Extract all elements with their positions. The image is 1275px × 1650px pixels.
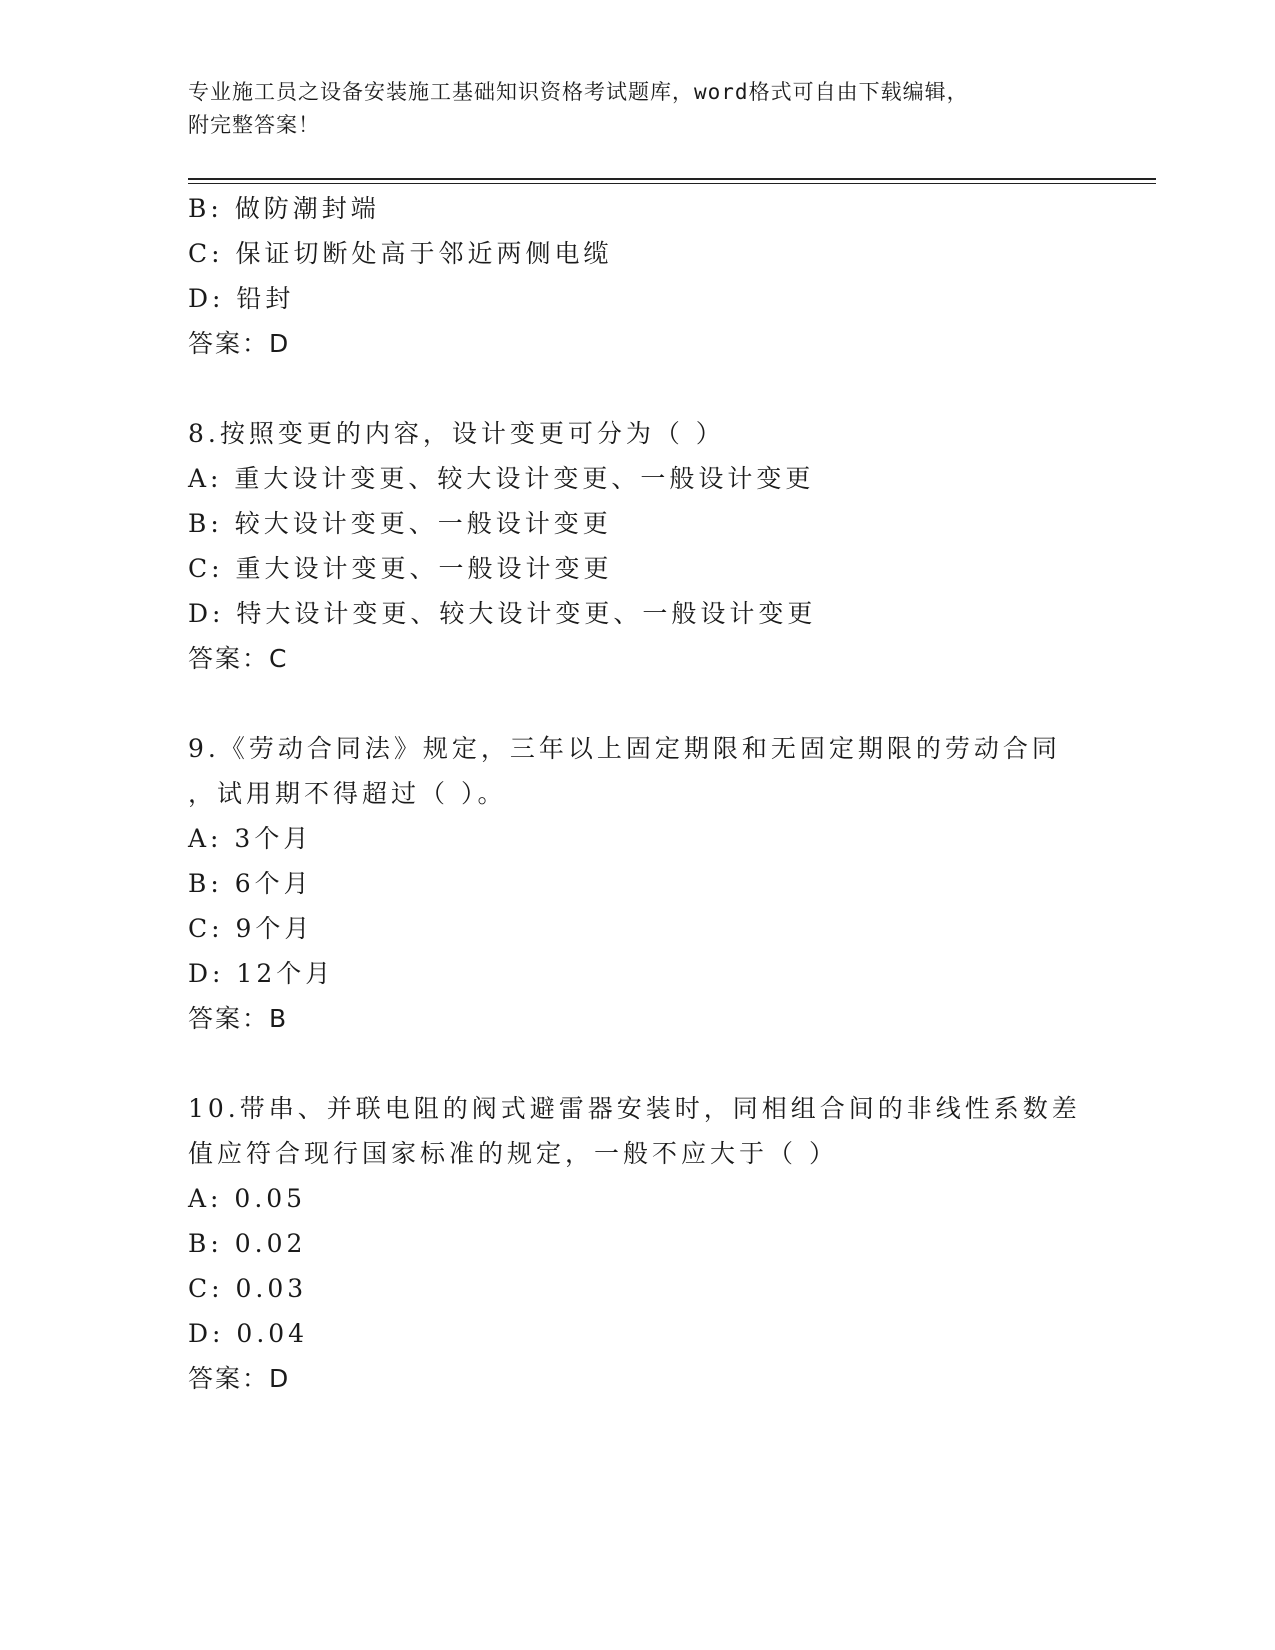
option-c: C: 保证切断处高于邻近两侧电缆 — [188, 239, 613, 268]
option-c: C: 重大设计变更、一般设计变更 — [188, 554, 613, 583]
option-d: D: 0.04 — [188, 1319, 309, 1348]
option-b: B: 0.02 — [188, 1229, 307, 1258]
answer: 答案：C — [188, 644, 289, 673]
option-d: D: 12个月 — [188, 959, 335, 988]
answer: 答案：D — [188, 1364, 291, 1393]
option-b: B: 6个月 — [188, 869, 313, 898]
header-line-1: 专业施工员之设备安装施工基础知识资格考试题库，word格式可自由下载编辑， — [188, 80, 969, 104]
document-header — [188, 76, 1068, 142]
question-stem: 8.按照变更的内容，设计变更可分为（ ） — [188, 419, 725, 448]
header-divider-thin — [188, 183, 1156, 184]
option-a: A: 0.05 — [188, 1184, 307, 1213]
question-stem-continued: 值应符合现行国家标准的规定，一般不应大于（ ） — [188, 1139, 838, 1168]
header-divider — [188, 178, 1156, 180]
option-c: C: 0.03 — [188, 1274, 308, 1303]
answer: 答案：B — [188, 1004, 289, 1033]
question-stem: 9.《劳动合同法》规定，三年以上固定期限和无固定期限的劳动合同 — [188, 734, 1061, 763]
option-d: D: 铅封 — [188, 284, 295, 313]
header-line-2: 附完整答案！ — [188, 113, 320, 137]
question-stem-continued: ，试用期不得超过（ ）。 — [188, 779, 507, 808]
question-stem: 10.带串、并联电阻的阀式避雷器安装时，同相组合间的非线性系数差 — [188, 1094, 1081, 1123]
option-b: B: 较大设计变更、一般设计变更 — [188, 509, 612, 538]
option-a: A: 重大设计变更、较大设计变更、一般设计变更 — [188, 464, 815, 493]
option-c: C: 9个月 — [188, 914, 314, 943]
option-d: D: 特大设计变更、较大设计变更、一般设计变更 — [188, 599, 817, 628]
answer: 答案：D — [188, 329, 291, 358]
option-b: B: 做防潮封端 — [188, 194, 380, 223]
option-a: A: 3个月 — [188, 824, 313, 853]
